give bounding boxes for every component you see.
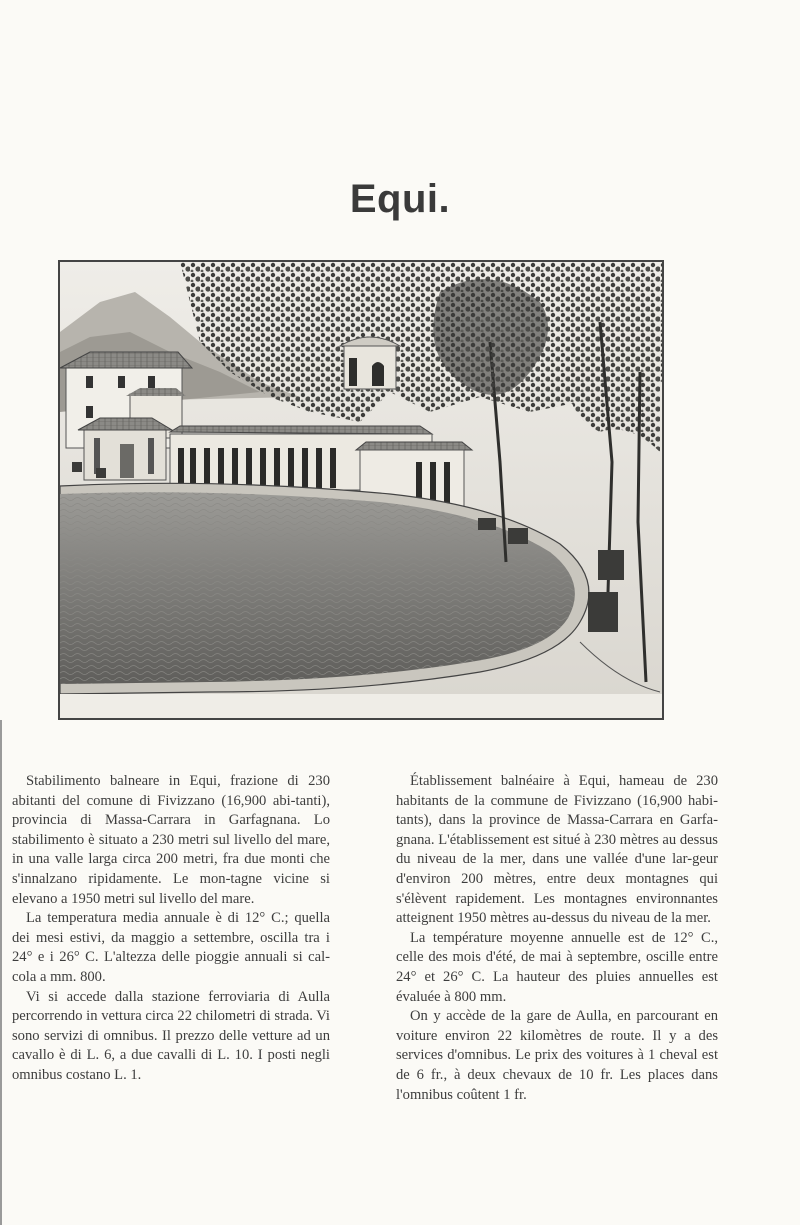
page-edge-rule — [0, 720, 2, 1225]
page-title: Equi. — [349, 176, 451, 221]
italian-paragraph: Stabilimento balneare in Equi, frazione di 230 abitanti del comune di Fivizzano (16,900 abi-tanti), provincia di Massa-Carrara in Garfagnana. Lo stabilimento è situato a 230 metri sul livello del mare, in una valle larga circa 200 metri, fra due monti che s'innalzano ripidamente. Le mon-tagne vicine si elevano a 1950 metri sul livello del mare. — [12, 773, 330, 907]
bath-establishment-illustration — [60, 262, 662, 718]
illustration-plate — [58, 260, 664, 720]
italian-paragraph: Vi si accede dalla stazione ferroviaria di Aulla percorrendo in vettura circa 22 chilometri di strada. Vi sono servizi di omnibus. Il prezzo delle vetture ad un cavallo è di L. 6, a due cavalli di L. 10. I posti negli omnibus costano L. 1. — [12, 988, 330, 1083]
french-text-column — [396, 772, 718, 1105]
italian-text-column — [12, 772, 330, 1086]
french-paragraph: La température moyenne annuelle est de 12° C., celle des mois d'été, de mai à septembre, oscille entre 24° et 26° C. La hauteur des pluies annuelles est évaluée à 800 mm. — [396, 929, 718, 1005]
french-paragraph: Établissement balnéaire à Equi, hameau de 230 habitants de la commune de Fivizzano (16,900 habi-tants), dans la province de Massa-Carrara en Garfa-gnana. L'établissement est situé à 230 mètres au dessus du niveau de la mer, dans une vallée d'une lar-geur d'environ 200 mètres, entre deux montagnes qui s'élèvent rapidement. Les montagnes environnantes atteignent 1950 mètres au-dessus du niveau de la mer. — [396, 773, 718, 927]
italian-paragraph: La temperatura media annuale è di 12° C.; quella dei mesi estivi, da maggio a settembre, oscilla tra i 24° e i 26° C. L'altezza delle pioggie annuali si cal-cola a mm. 800. — [12, 910, 330, 985]
french-paragraph: On y accède de la gare de Aulla, en parcourant en voiture environ 22 kilomètres de route. Il y a des services d'omnibus. Le prix des voitures à 1 cheval est de 6 fr., à deux chevaux de 10 fr. Les places dans l'omnibus coûtent 1 fr. — [396, 1008, 718, 1103]
